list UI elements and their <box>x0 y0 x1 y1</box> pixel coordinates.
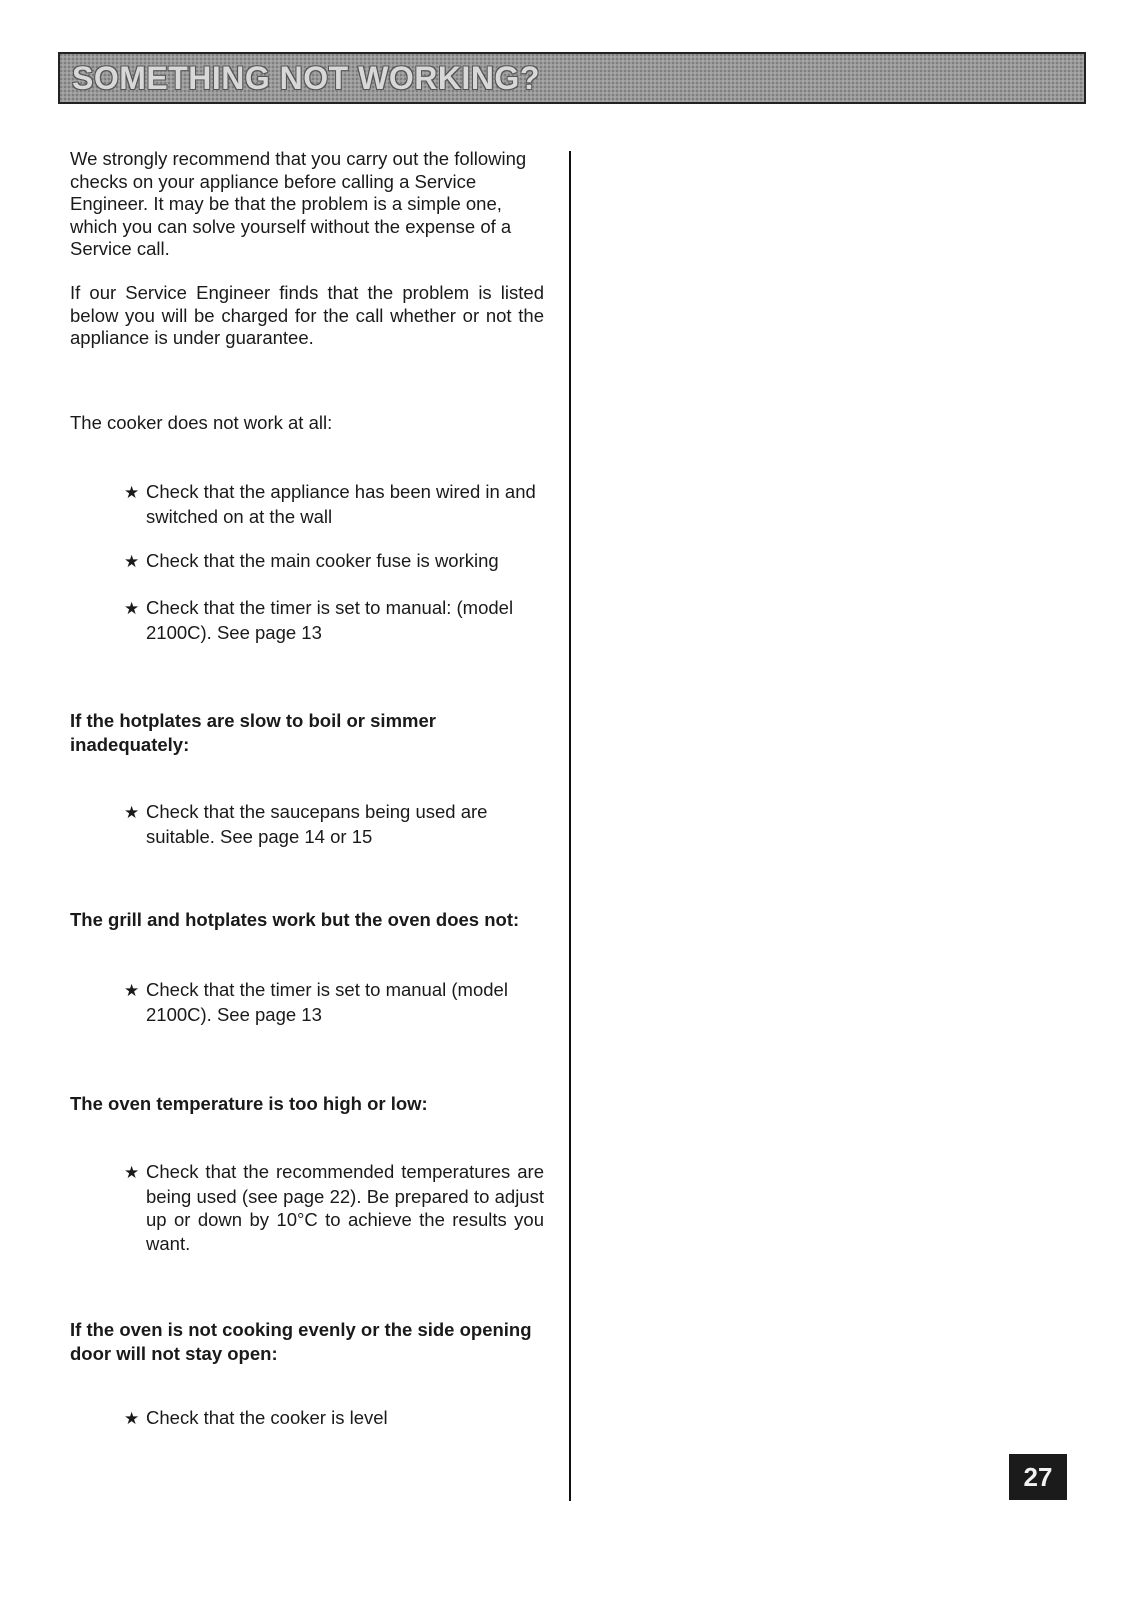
list-item-text: Check that the timer is set to manual (model 2100C). See page 13 <box>146 979 508 1025</box>
star-bullet-icon: ★ <box>124 1163 140 1182</box>
title-banner <box>58 52 1086 104</box>
list-item-text: Check that the timer is set to manual: (model 2100C). See page 13 <box>146 597 514 643</box>
section-heading-oven-temperature: The oven temperature is too high or low: <box>70 1093 428 1114</box>
section-heading-uneven-cooking: If the oven is not cooking evenly or the side opening door will not stay open: <box>70 1319 532 1364</box>
star-bullet-icon: ★ <box>124 803 140 822</box>
list-item-text: Check that the main cooker fuse is working <box>146 550 499 571</box>
section-heading-oven-not-working: The grill and hotplates work but the oven does not: <box>70 909 520 930</box>
section-heading-no-power: The cooker does not work at all: <box>70 412 333 433</box>
star-bullet-icon: ★ <box>124 483 140 502</box>
star-bullet-icon: ★ <box>124 981 140 1000</box>
star-bullet-icon: ★ <box>124 1409 140 1428</box>
list-item <box>124 1160 544 1255</box>
list-item <box>124 549 544 574</box>
intro-paragraph-1: We strongly recommend that you carry out the following checks on your appliance before calling a Service Engineer. It may be that the problem is a simple one, which you can solve yourself without the expense of a Service call. <box>70 148 527 259</box>
list-item-text: Check that the recommended temperatures are being used (see page 22). Be prepared to adjust up or down by 10°C to achieve the results you want. <box>146 1161 544 1254</box>
list-item-text: Check that the cooker is level <box>146 1407 388 1428</box>
star-bullet-icon: ★ <box>124 552 140 571</box>
list-item <box>124 978 544 1026</box>
column-divider <box>569 151 571 1501</box>
list-item <box>124 480 544 528</box>
star-bullet-icon: ★ <box>124 599 140 618</box>
list-item-text: Check that the appliance has been wired in and switched on at the wall <box>146 481 536 527</box>
list-item-text: Check that the saucepans being used are suitable. See page 14 or 15 <box>146 801 488 847</box>
page-number: 27 <box>1009 1454 1067 1500</box>
list-item <box>124 596 544 644</box>
section-heading-hotplates-slow: If the hotplates are slow to boil or simmer inadequately: <box>70 710 436 755</box>
intro-paragraph-2: If our Service Engineer finds that the problem is listed below you will be charged for the call whether or not the appliance is under guarantee. <box>70 282 544 348</box>
page-title: SOMETHING NOT WORKING? <box>72 60 540 96</box>
list-item <box>124 800 544 848</box>
list-item <box>124 1406 544 1431</box>
